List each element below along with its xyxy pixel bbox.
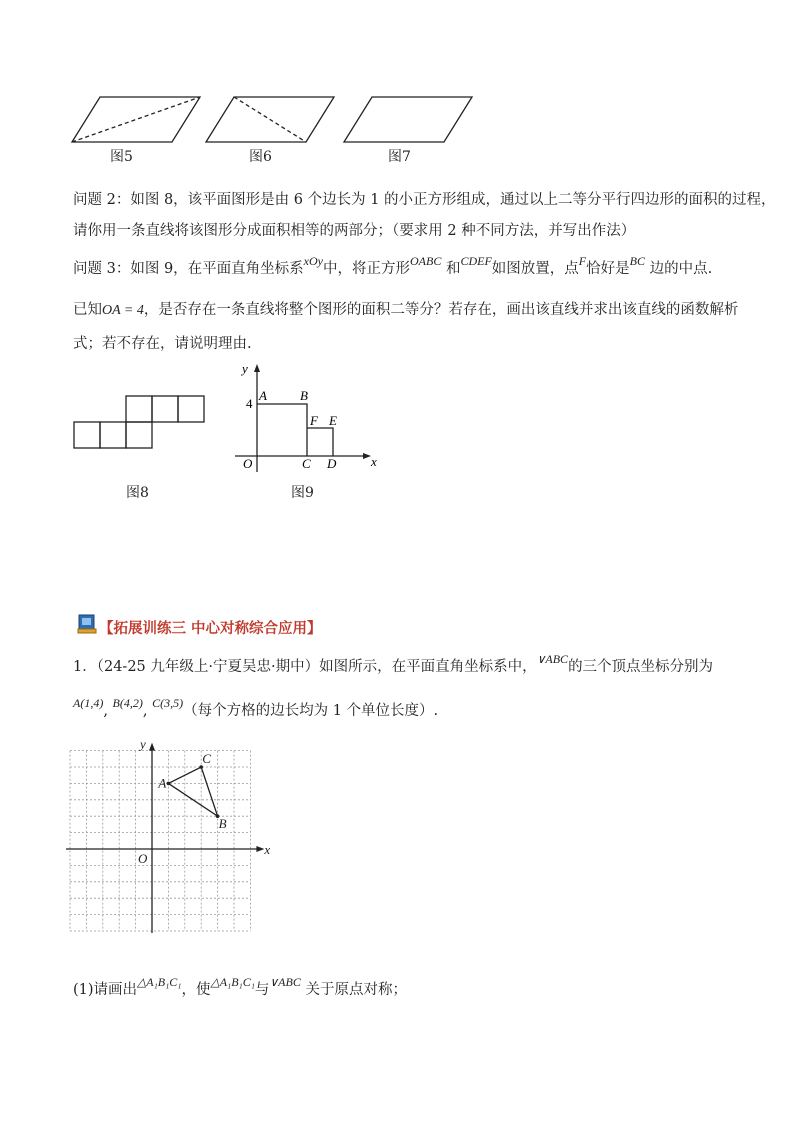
fig5-caption: 图5 — [110, 149, 133, 165]
triangle-abc — [168, 767, 217, 816]
fig9-label-E: E — [329, 413, 337, 428]
q3-text-f: 边的中点. — [649, 261, 713, 277]
fig9-square-oabc — [257, 404, 307, 456]
q3-text-a: 问题 3：如图 9，在平面直角坐标系 — [73, 261, 304, 277]
q3-text-d: 如图放置，点 — [491, 261, 579, 277]
q3-oa: OA = 4 — [102, 303, 144, 318]
p1-note: （每个方格的边长均为 1 个单位长度）. — [183, 703, 439, 719]
fig9-label-B: B — [300, 388, 308, 403]
q3-cdef: CDEF — [460, 254, 492, 268]
p1-coord-a: A(1,4) — [73, 696, 104, 710]
fig9-caption: 图9 — [291, 485, 314, 501]
grid-label-b: B — [218, 816, 227, 832]
q3-f: F — [578, 254, 587, 268]
q3-bc: BC — [629, 254, 645, 268]
sub1-text-c: 与 — [254, 982, 270, 998]
grid-label-o: O — [138, 851, 148, 866]
fig9-square-cdef — [307, 428, 333, 456]
q3-text-c: 和 — [445, 261, 461, 277]
fig9-label-D: D — [327, 456, 337, 471]
fig9-label-A: A — [259, 388, 267, 403]
fig7-caption: 图7 — [388, 149, 411, 165]
fig9-coordinate-figure — [225, 360, 395, 480]
q3-oabc: OABC — [410, 254, 442, 268]
question3-line3: 式；若不存在，请说明理由. — [73, 336, 252, 352]
question2-line1: 问题 2：如图 8，该平面图形是由 6 个边长为 1 的小正方形组成，通过以上二等分平行四边形的面积的过程， — [73, 192, 776, 208]
fig5-diagonal — [72, 97, 200, 142]
grid-y-arrow — [149, 743, 155, 751]
grid-label-a: A — [158, 775, 167, 791]
grid-label-c: C — [202, 751, 211, 766]
book-icon — [76, 613, 98, 635]
problem1-line2: $^{A(1,4)}$, $^{B(4,2)}$, $^{C(3,5)}$（每个方格的边长均为 1 个单位长度）. — [73, 696, 439, 719]
q3-text-h: ，是否存在一条直线将整个图形的面积二等分？若存在，画出该直线并求出该直线的函数解析 — [143, 302, 739, 318]
fig9-label-x: x — [371, 454, 377, 469]
question3-line1 — [73, 254, 713, 279]
p1-triangle: ∨ABC — [536, 652, 569, 666]
sub1-tri-b: △A₁B₁C₁ — [210, 975, 255, 989]
fig7-parallelogram — [344, 97, 472, 142]
grid-label-y: y — [140, 742, 146, 752]
q3-xoy: xOy — [303, 254, 323, 268]
grid-label-x: x — [264, 842, 271, 857]
sub1-tri-a: △A₁B₁C₁ — [137, 975, 182, 989]
question2-line2: 请你用一条直线将该图形分成面积相等的两部分；（要求用 2 种不同方法，并写出作法） — [73, 223, 636, 239]
grid-coordinate-figure — [60, 742, 280, 942]
fig6-caption: 图6 — [249, 149, 272, 165]
p1-text-b: 的三个顶点坐标分别为 — [568, 659, 714, 675]
fig9-label-4: 4 — [246, 396, 253, 411]
triangle-vertex — [167, 782, 171, 786]
fig8-caption: 图8 — [126, 485, 149, 501]
section-heading: 【拓展训练三 中心对称综合应用】 — [99, 621, 322, 637]
sub1-tri-c: ∨ABC — [269, 975, 301, 989]
p1-text-a: 1．（24-25 九年级上·宁夏吴忠·期中）如图所示，在平面直角坐标系中， — [73, 659, 537, 675]
fig6-diagonal — [234, 97, 306, 142]
fig9-label-O: O — [243, 456, 253, 471]
q3-text-g: 已知 — [73, 302, 102, 318]
p1-coord-c: C(3,5) — [152, 696, 184, 710]
sub1-text-d: 关于原点对称； — [305, 982, 407, 998]
q3-text-b: 中，将正方形 — [323, 261, 410, 277]
problem1-sub1 — [73, 975, 407, 1000]
grid-x-arrow — [256, 846, 264, 852]
fig8-squares — [70, 392, 210, 452]
sub1-text-b: ，使 — [181, 982, 211, 998]
sub1-text-a: (1)请画出 — [73, 982, 138, 998]
q3-text-e: 恰好是 — [586, 261, 630, 277]
fig9-label-y: y — [242, 361, 248, 376]
problem1-line1 — [73, 652, 714, 677]
fig9-label-C: C — [302, 456, 311, 471]
p1-coord-b: B(4,2) — [112, 696, 143, 710]
question3-line2 — [73, 300, 738, 321]
fig9-label-F: F — [310, 413, 318, 428]
